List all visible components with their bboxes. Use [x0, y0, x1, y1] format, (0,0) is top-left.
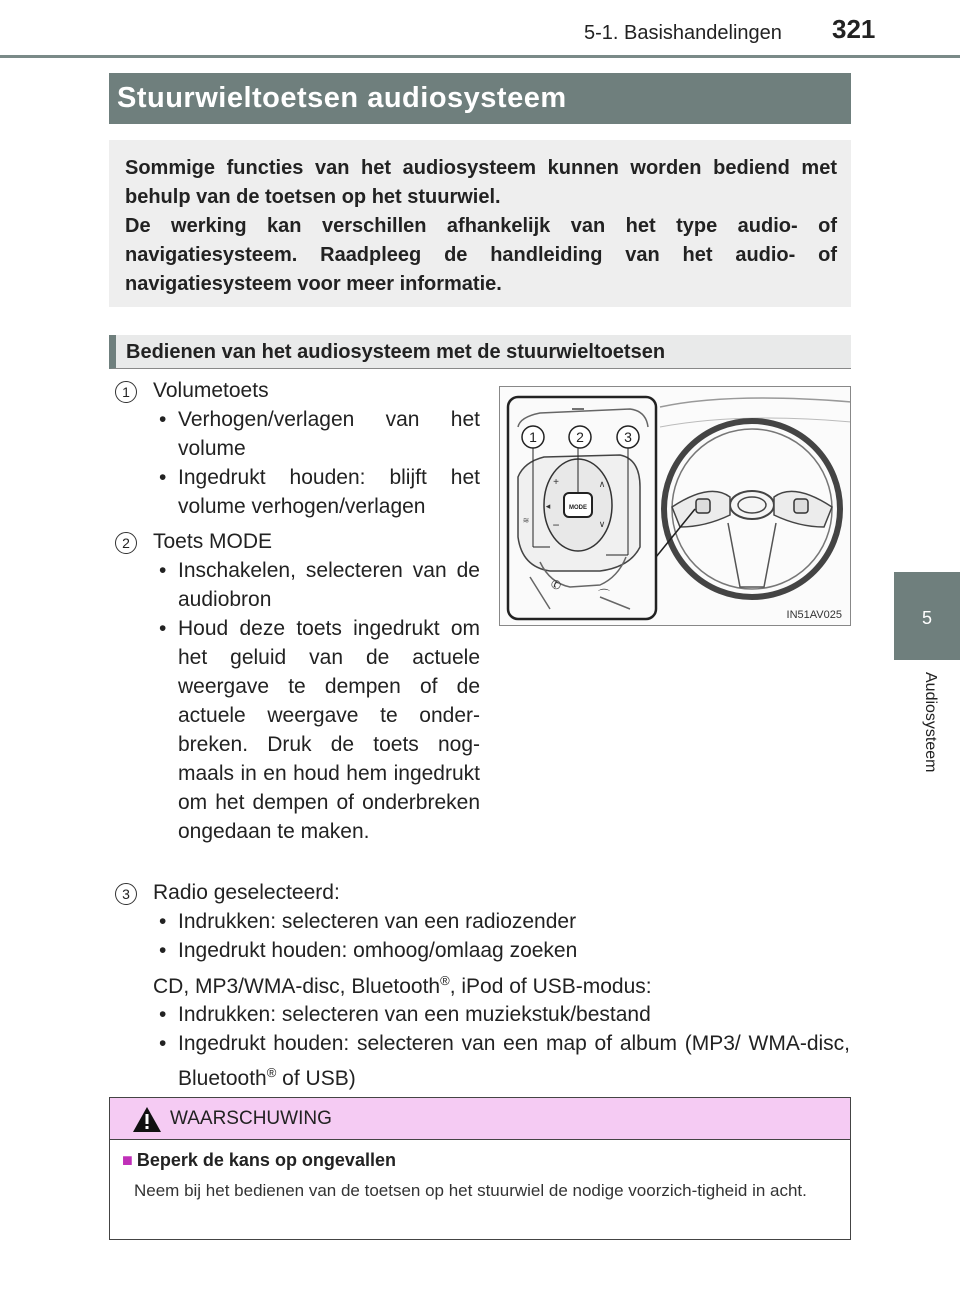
warning-header: [110, 1098, 850, 1140]
chapter-number: 5: [921, 608, 932, 628]
warning-box: [109, 1097, 851, 1240]
list-item: • Indrukken: selecteren van een muziekstuk/bestand: [153, 1000, 850, 1029]
item-2-title: Toets MODE: [153, 530, 273, 553]
square-bullet-icon: ■: [122, 1150, 133, 1170]
svg-text:+: +: [553, 477, 559, 488]
page-number: 321: [832, 14, 876, 44]
item-3-subtitle: CD, MP3/WMA-disc, Bluetooth®, iPod of USB-modus:: [153, 973, 652, 998]
svg-text:✆: ✆: [550, 578, 562, 592]
callout-1: 1: [529, 429, 537, 445]
item-number-3: 3: [115, 883, 137, 905]
section-title: 5-1. Basishandelingen: [584, 22, 782, 44]
item-3-bullets-b: [153, 1000, 850, 1093]
switch-closeup: [508, 397, 656, 619]
list-item: • Houd deze toets ingedrukt om het geluid van de actuele weergave te dempen of de actuele weergave te onder-breken. Druk de toets nog-maals in en houd hem ingedrukt om het dempen of onderbreken ongedaan te maken.: [153, 614, 480, 846]
figure-code: IN51AV025: [786, 609, 842, 621]
page-title: Stuurwieltoetsen audiosysteem: [109, 73, 851, 124]
intro-paragraph-2: De werking kan verschillen afhankelijk van het type audio- of navigatiesysteem. Raadpleeg de handleiding van het audio- of navigatiesysteem voor meer informatie.: [125, 215, 837, 295]
steering-wheel-illustration: [500, 387, 851, 626]
warning-label: WAARSCHUWING: [170, 1108, 332, 1129]
item-3-bullets: [153, 907, 850, 965]
list-item: • Ingedrukt houden: selecteren van een map of album (MP3/ WMA-disc, Bluetooth® of USB): [153, 1029, 850, 1093]
list-item: • Verhogen/verlagen van het volume: [153, 405, 480, 463]
intro-paragraph-1: Sommige functies van het audiosysteem kunnen worden bediend met behulp van de toetsen op het stuurwiel.: [125, 157, 837, 208]
steering-wheel: [664, 421, 840, 597]
svg-text:≋: ≋: [522, 516, 530, 525]
mode-label: MODE: [569, 505, 587, 511]
svg-text:⌒: ⌒: [597, 588, 611, 602]
warning-text: Neem bij het bedienen van de toetsen op het stuurwiel de nodige voorzich-tigheid in acht.: [134, 1181, 807, 1200]
callout-2: 2: [576, 429, 584, 445]
list-item: • Indrukken: selecteren van een radiozender: [153, 907, 850, 936]
item-2-bullets: [153, 556, 480, 846]
svg-text:∧: ∧: [598, 479, 606, 489]
header-divider: [0, 55, 960, 58]
item-1-bullets: [153, 405, 480, 521]
callout-3: 3: [624, 429, 632, 445]
warning-subtitle: ■ Beperk de kans op ongevallen: [122, 1150, 396, 1170]
intro-box: [109, 140, 851, 307]
list-item: • Ingedrukt houden: blijft het volume verhogen/verlagen: [153, 463, 480, 521]
list-item: • Ingedrukt houden: omhoog/omlaag zoeken: [153, 936, 850, 965]
svg-text:◂: ◂: [545, 501, 551, 511]
item-number-2: 2: [115, 532, 137, 554]
svg-text:−: −: [552, 518, 560, 532]
chapter-label: Audiosysteem: [922, 672, 939, 773]
warning-triangle-icon: [132, 1106, 162, 1133]
item-1-title: Volumetoets: [153, 379, 269, 402]
list-item: • Inschakelen, selecteren van de audiobron: [153, 556, 480, 614]
steering-wheel-figure: [499, 386, 851, 626]
subheading: Bedienen van het audiosysteem met de stuurwieltoetsen: [109, 335, 851, 369]
chapter-tab: [894, 572, 960, 660]
svg-text:∨: ∨: [598, 519, 606, 529]
item-3-title: Radio geselecteerd:: [153, 881, 340, 904]
item-number-1: 1: [115, 381, 137, 403]
